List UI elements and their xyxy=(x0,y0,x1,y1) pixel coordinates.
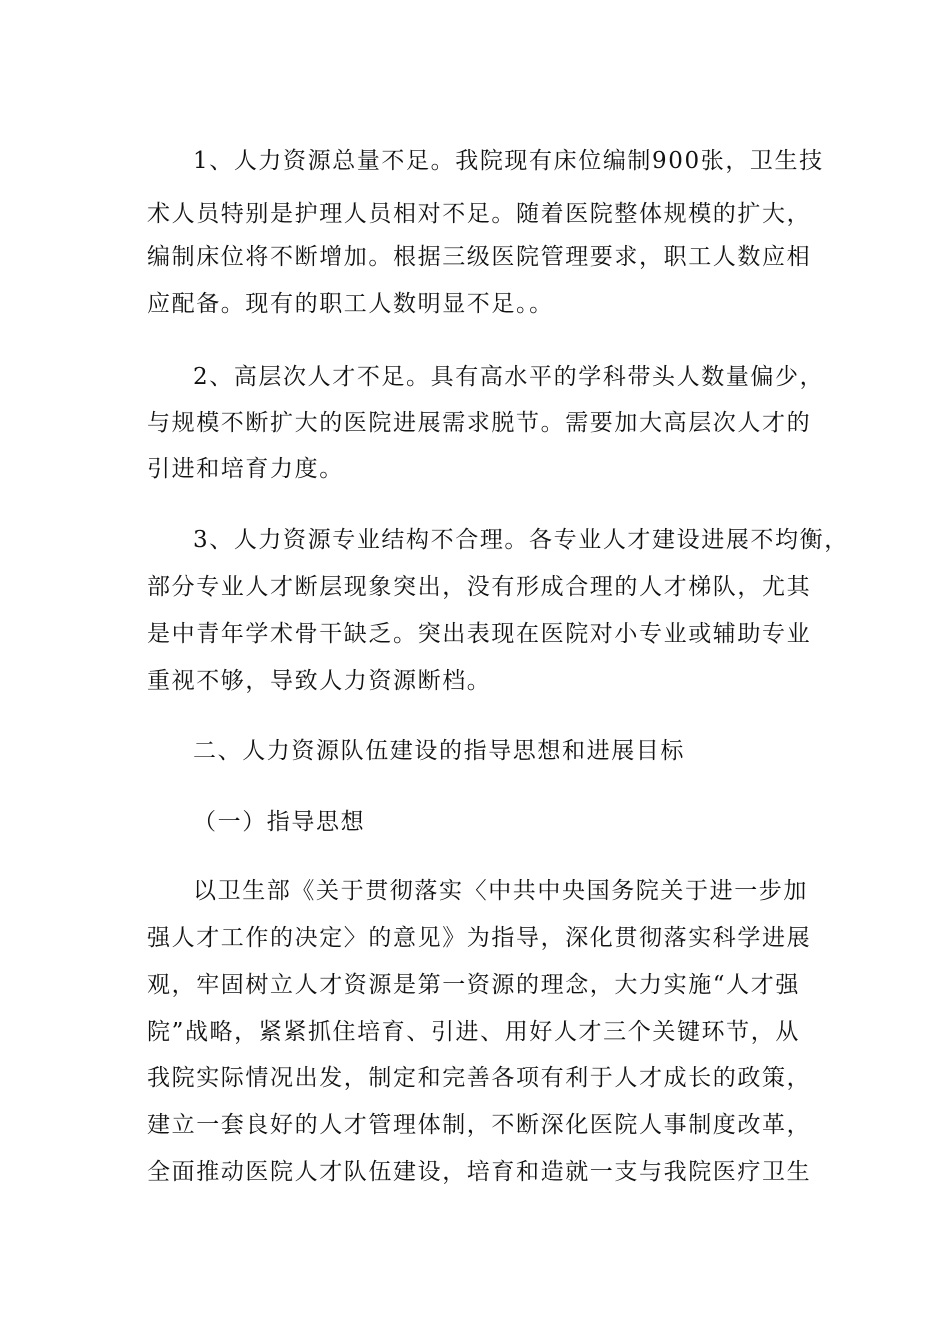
paragraph-line: 编制床位将不断增加。根据三级医院管理要求，职工人数应相 xyxy=(147,244,812,270)
paragraph-line: 强人才工作的决定〉的意见》为指导，深化贯彻落实科学进展 xyxy=(147,925,812,951)
paragraph-line: 建立一套良好的人才管理体制，不断深化医院人事制度改革， xyxy=(147,1112,812,1138)
paragraph-line: 观，牢固树立人才资源是第一资源的理念，大力实施“人才强 xyxy=(147,972,800,998)
paragraph-line: 1、人力资源总量不足。我院现有床位编制900张，卫生技 xyxy=(193,148,824,174)
paragraph-line: 院”战略，紧紧抓住培育、引进、用好人才三个关键环节，从 xyxy=(147,1019,800,1045)
paragraph-line: 部分专业人才断层现象突出，没有形成合理的人才梯队，尤其 xyxy=(147,574,812,600)
paragraph-line: 全面推动医院人才队伍建设，培育和造就一支与我院医疗卫生 xyxy=(147,1159,812,1185)
paragraph-line: 以卫生部《关于贯彻落实〈中共中央国务院关于进一步加 xyxy=(193,878,808,904)
paragraph-line: 2、高层次人才不足。具有高水平的学科带头人数量偏少， xyxy=(193,364,825,390)
paragraph-line: 重视不够，导致人力资源断档。 xyxy=(147,668,492,694)
paragraph-line: 是中青年学术骨干缺乏。突出表现在医院对小专业或辅助专业 xyxy=(147,621,812,647)
paragraph-line: 与规模不断扩大的医院进展需求脱节。需要加大高层次人才的 xyxy=(147,410,812,436)
paragraph-line: 术人员特别是护理人员相对不足。随着医院整体规模的扩大， xyxy=(147,201,812,227)
section-heading: 二、人力资源队伍建设的指导思想和进展目标 xyxy=(193,738,685,764)
paragraph-line: 引进和培育力度。 xyxy=(147,456,344,482)
subsection-heading: （一）指导思想 xyxy=(193,809,366,835)
paragraph-line: 3、人力资源专业结构不合理。各专业人才建设进展不均衡， xyxy=(193,527,849,553)
paragraph-line: 应配备。现有的职工人数明显不足。。 xyxy=(147,291,554,317)
paragraph-line: 我院实际情况出发，制定和完善各项有利于人才成长的政策， xyxy=(147,1065,812,1091)
